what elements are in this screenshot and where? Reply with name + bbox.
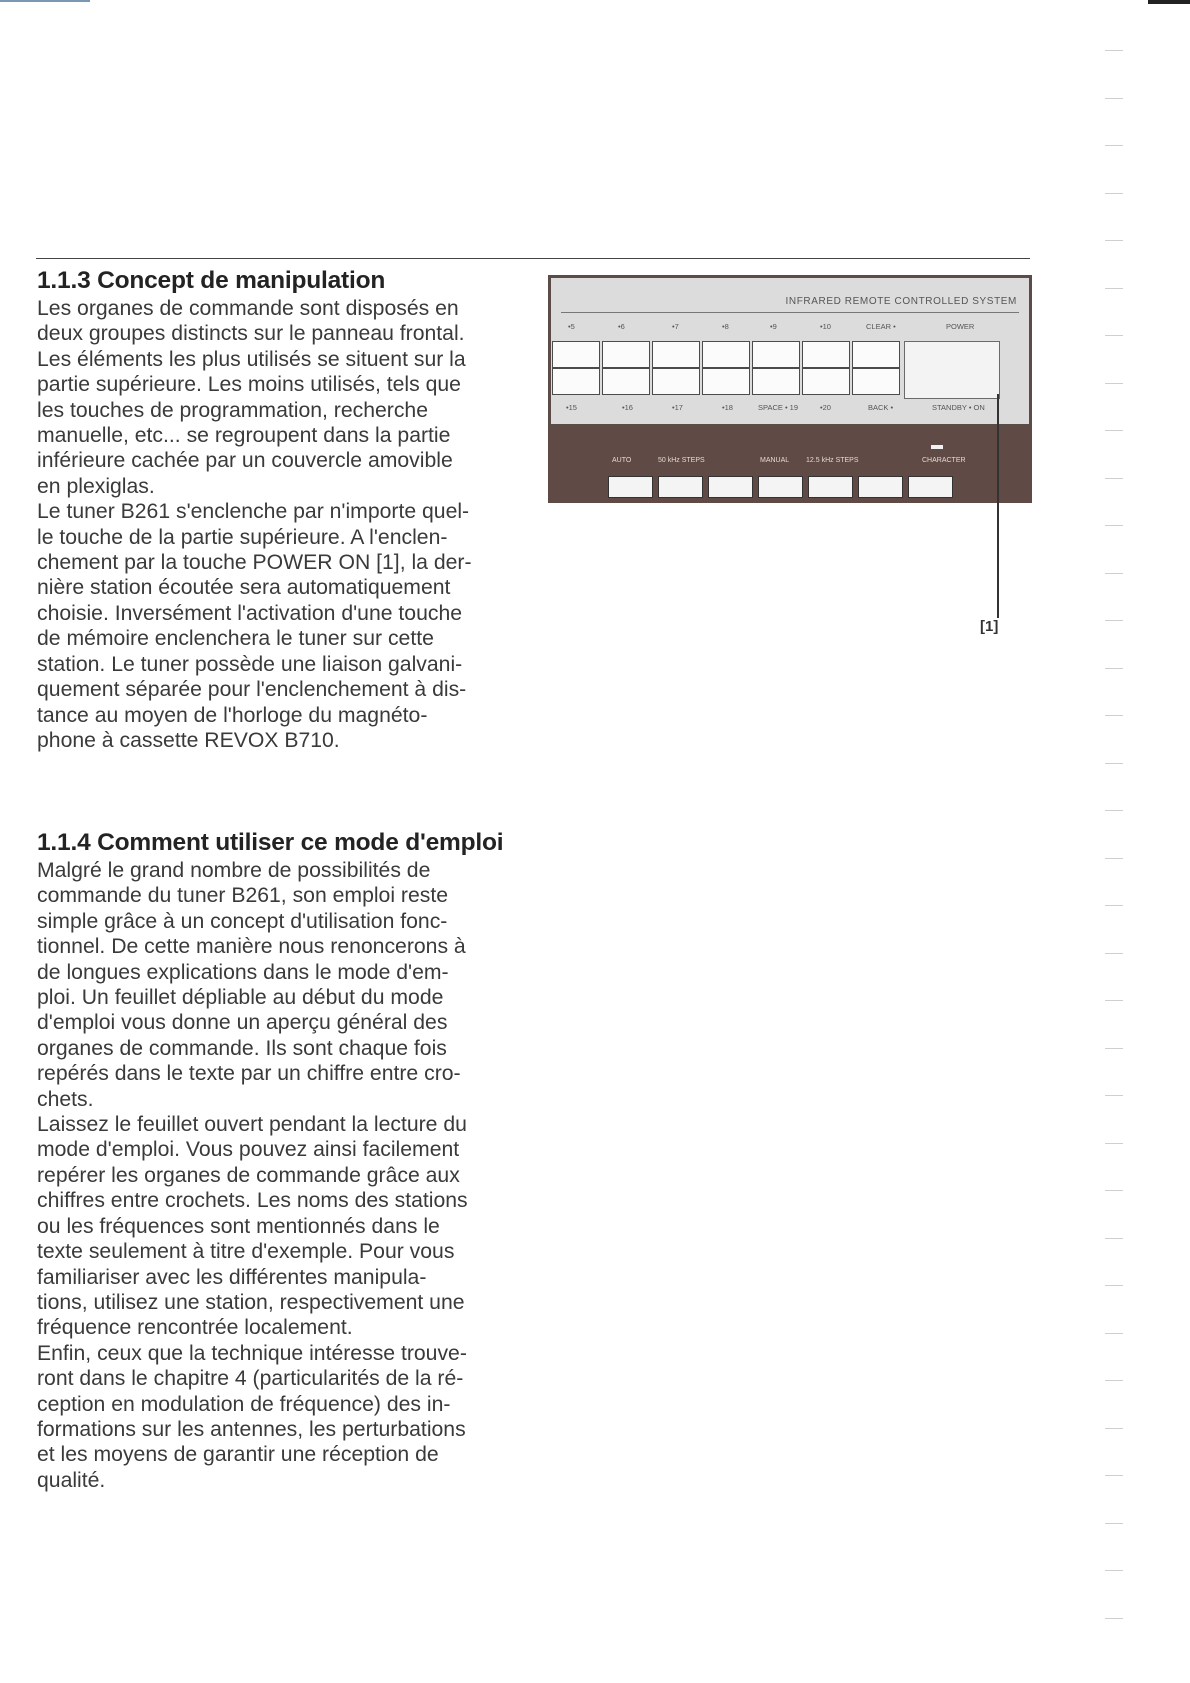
key-label: BACK • bbox=[868, 403, 894, 412]
body-line: fréquence rencontrée localement. bbox=[37, 1316, 353, 1340]
memory-key[interactable] bbox=[702, 341, 750, 368]
memory-key[interactable] bbox=[652, 368, 700, 395]
memory-key[interactable] bbox=[802, 368, 850, 395]
body-line: tance au moyen de l'horloge du magnéto- bbox=[37, 703, 428, 727]
step-down-50khz-key[interactable] bbox=[658, 476, 703, 498]
manual-key[interactable] bbox=[758, 476, 803, 498]
memory-key[interactable] bbox=[752, 341, 800, 368]
key-label: •5 bbox=[568, 322, 575, 331]
tuner-front-panel-illustration bbox=[548, 275, 1032, 503]
binding-tick bbox=[1105, 1000, 1123, 1001]
binding-tick bbox=[1105, 858, 1123, 859]
body-line: chets. bbox=[37, 1087, 94, 1111]
body-line: Enfin, ceux que la technique intéresse trouve- bbox=[37, 1341, 467, 1365]
binding-tick bbox=[1105, 1380, 1123, 1381]
key-label: STANDBY • ON bbox=[932, 403, 985, 412]
binding-tick bbox=[1105, 715, 1123, 716]
binding-tick bbox=[1105, 668, 1123, 669]
body-line: ront dans le chapitre 4 (particularités de la ré- bbox=[37, 1367, 464, 1391]
body-line: et les moyens de garantir une réception de bbox=[37, 1443, 439, 1467]
body-line: chiffres entre crochets. Les noms des stations bbox=[37, 1189, 468, 1213]
binding-tick bbox=[1105, 905, 1123, 906]
binding-tick bbox=[1105, 573, 1123, 574]
body-line: phone à cassette REVOX B710. bbox=[37, 728, 340, 752]
key-label: AUTO bbox=[612, 457, 632, 464]
key-label: •20 bbox=[820, 403, 831, 412]
key-label: •18 bbox=[722, 403, 733, 412]
key-label: MANUAL bbox=[760, 457, 790, 464]
body-line: ception en modulation de fréquence) des in- bbox=[37, 1392, 451, 1416]
section-concept-manipulation bbox=[37, 266, 520, 753]
section-body bbox=[37, 858, 520, 1493]
panel-title: INFRARED REMOTE CONTROLLED SYSTEM bbox=[785, 296, 1017, 307]
body-line: familiariser avec les différentes manipula- bbox=[37, 1265, 427, 1289]
binding-tick bbox=[1105, 1190, 1123, 1191]
body-line: Malgré le grand nombre de possibilités de bbox=[37, 859, 431, 882]
binding-tick bbox=[1105, 1238, 1123, 1239]
step-up-50khz-key[interactable] bbox=[708, 476, 753, 498]
section-heading: 1.1.4 Comment utiliser ce mode d'emploi bbox=[37, 829, 504, 856]
body-line: manuelle, etc... se regroupent dans la partie bbox=[37, 424, 451, 448]
auto-key[interactable] bbox=[608, 476, 653, 498]
binding-tick bbox=[1105, 1475, 1123, 1476]
body-line: Les éléments les plus utilisés se situent sur la bbox=[37, 347, 466, 371]
binding-tick bbox=[1105, 525, 1123, 526]
body-line: ploi. Un feuillet dépliable au début du mode bbox=[37, 986, 444, 1010]
key-label: •8 bbox=[722, 322, 729, 331]
binding-tick bbox=[1105, 1428, 1123, 1429]
panel-title-rule bbox=[561, 312, 1019, 313]
body-line: inférieure cachée par un couvercle amovible bbox=[37, 449, 453, 473]
key-label: •9 bbox=[770, 322, 777, 331]
section-heading: 1.1.3 Concept de manipulation bbox=[37, 267, 386, 294]
lower-panel-labels bbox=[612, 457, 1012, 469]
binding-tick bbox=[1105, 478, 1123, 479]
top-edge-mark bbox=[0, 0, 90, 2]
key-label: •15 bbox=[566, 403, 577, 412]
body-line: formations sur les antennes, les perturbations bbox=[37, 1417, 466, 1441]
body-line: partie supérieure. Les moins utilisés, tels que bbox=[37, 373, 461, 397]
key-label: CHARACTER bbox=[922, 457, 966, 464]
step-up-125khz-key[interactable] bbox=[858, 476, 903, 498]
body-line: Le tuner B261 s'enclenche par n'importe quel- bbox=[37, 500, 470, 524]
body-line: simple grâce à un concept d'utilisation fonc- bbox=[37, 909, 448, 933]
body-line: nière station écoutée sera automatiquement bbox=[37, 576, 451, 600]
character-led bbox=[931, 445, 943, 449]
body-line: de mémoire enclenchera le tuner sur cette bbox=[37, 627, 434, 651]
upper-key-labels bbox=[562, 322, 1022, 334]
key-label: SPACE • 19 bbox=[758, 403, 799, 412]
lower-key-labels bbox=[562, 403, 1022, 415]
key-label: •7 bbox=[672, 322, 679, 331]
memory-key[interactable] bbox=[602, 341, 650, 368]
memory-key[interactable] bbox=[552, 368, 600, 395]
body-line: quement séparée pour l'enclenchement à dis- bbox=[37, 678, 467, 702]
key-label: •6 bbox=[618, 322, 625, 331]
section-mode-emploi bbox=[37, 828, 520, 1493]
binding-tick bbox=[1105, 50, 1123, 51]
body-line: de longues explications dans le mode d'em- bbox=[37, 960, 449, 984]
body-line: organes de commande. Ils sont chaque fois bbox=[37, 1036, 447, 1060]
body-line: ou les fréquences sont mentionnés dans le bbox=[37, 1214, 440, 1238]
key-label: CLEAR • bbox=[866, 322, 896, 331]
body-line: en plexiglas. bbox=[37, 474, 155, 498]
key-label: •16 bbox=[622, 403, 633, 412]
binding-tick bbox=[1105, 288, 1123, 289]
binding-tick bbox=[1105, 430, 1123, 431]
body-line: d'emploi vous donne un aperçu général des bbox=[37, 1011, 448, 1035]
body-line: choisie. Inversément l'activation d'une touche bbox=[37, 601, 463, 625]
clear-key[interactable] bbox=[852, 341, 900, 368]
character-key[interactable] bbox=[908, 476, 953, 498]
body-line: repérés dans le texte par un chiffre entre cro- bbox=[37, 1062, 461, 1086]
binding-tick bbox=[1105, 383, 1123, 384]
body-line: repérer les organes de commande grâce aux bbox=[37, 1163, 460, 1187]
memory-key[interactable] bbox=[702, 368, 750, 395]
key-label: 50 kHz STEPS bbox=[658, 457, 705, 464]
memory-key[interactable] bbox=[752, 368, 800, 395]
binding-tick bbox=[1105, 1048, 1123, 1049]
binding-tick bbox=[1105, 1570, 1123, 1571]
body-line: chement par la touche POWER ON [1], la der- bbox=[37, 551, 472, 575]
key-label: POWER bbox=[946, 322, 975, 331]
binding-tick-marks bbox=[1105, 50, 1125, 1660]
memory-key[interactable] bbox=[802, 341, 850, 368]
binding-tick bbox=[1105, 98, 1123, 99]
binding-tick bbox=[1105, 620, 1123, 621]
binding-tick bbox=[1105, 1523, 1123, 1524]
section-divider bbox=[36, 258, 1030, 259]
key-label: •10 bbox=[820, 322, 831, 331]
power-button[interactable] bbox=[904, 341, 1000, 399]
memory-key[interactable] bbox=[602, 368, 650, 395]
body-line: texte seulement à titre d'exemple. Pour vous bbox=[37, 1240, 455, 1264]
body-line: tionnel. De cette manière nous renoncerons à bbox=[37, 935, 466, 959]
binding-tick bbox=[1105, 335, 1123, 336]
binding-tick bbox=[1105, 1618, 1123, 1619]
body-line: Laissez le feuillet ouvert pendant la lecture du bbox=[37, 1113, 467, 1137]
binding-tick bbox=[1105, 145, 1123, 146]
corner-edge-mark bbox=[1148, 0, 1190, 4]
body-line: station. Le tuner possède une liaison galvani- bbox=[37, 652, 463, 676]
back-key[interactable] bbox=[852, 368, 900, 395]
step-down-125khz-key[interactable] bbox=[808, 476, 853, 498]
body-line: mode d'emploi. Vous pouvez ainsi facilement bbox=[37, 1138, 460, 1162]
callout-leader-line bbox=[997, 394, 999, 618]
memory-key[interactable] bbox=[652, 341, 700, 368]
callout-label: [1] bbox=[980, 618, 999, 635]
binding-tick bbox=[1105, 1143, 1123, 1144]
section-body bbox=[37, 296, 520, 753]
binding-tick bbox=[1105, 193, 1123, 194]
key-label: •17 bbox=[672, 403, 683, 412]
binding-tick bbox=[1105, 763, 1123, 764]
binding-tick bbox=[1105, 810, 1123, 811]
binding-tick bbox=[1105, 1333, 1123, 1334]
binding-tick bbox=[1105, 240, 1123, 241]
binding-tick bbox=[1105, 953, 1123, 954]
body-line: les touches de programmation, recherche bbox=[37, 398, 428, 422]
key-label: 12.5 kHz STEPS bbox=[806, 457, 859, 464]
body-line: deux groupes distincts sur le panneau frontal. bbox=[37, 322, 465, 346]
binding-tick bbox=[1105, 1285, 1123, 1286]
body-line: Les organes de commande sont disposés en bbox=[37, 297, 459, 320]
body-line: le touche de la partie supérieure. A l'enclen- bbox=[37, 525, 448, 549]
body-line: commande du tuner B261, son emploi reste bbox=[37, 884, 449, 908]
binding-tick bbox=[1105, 1095, 1123, 1096]
body-line: qualité. bbox=[37, 1468, 106, 1492]
memory-key[interactable] bbox=[552, 341, 600, 368]
body-line: tions, utilisez une station, respectivement une bbox=[37, 1290, 465, 1314]
